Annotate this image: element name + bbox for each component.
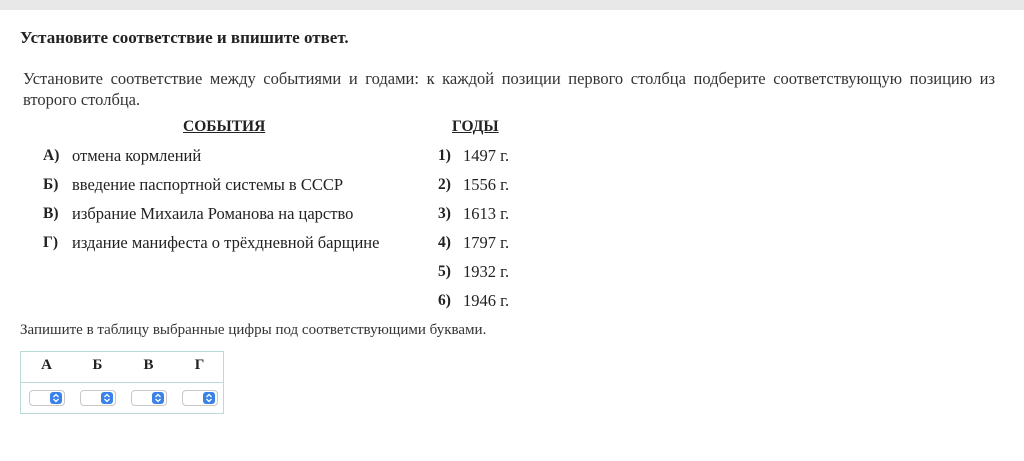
years-column-header: ГОДЫ (452, 118, 499, 135)
event-text: избрание Михаила Романова на царство (72, 204, 354, 223)
answer-select-b[interactable] (80, 390, 116, 406)
answer-select-g[interactable] (182, 390, 218, 406)
top-bar (0, 0, 1024, 10)
event-label: Г) (43, 234, 59, 251)
year-text: 1613 г. (463, 204, 510, 223)
event-label: В) (43, 205, 59, 222)
year-label: 6) (438, 292, 451, 309)
year-text: 1556 г. (463, 175, 510, 194)
year-label: 3) (438, 205, 451, 222)
year-label: 2) (438, 176, 451, 193)
answer-header-a: А (41, 357, 52, 373)
chevron-updown-icon (50, 392, 62, 404)
event-text: отмена кормлений (72, 146, 202, 165)
year-text: 1946 г. (463, 291, 510, 310)
answer-table-header (21, 352, 223, 383)
answer-table (20, 351, 224, 414)
answer-header-b: Б (92, 357, 103, 373)
chevron-updown-icon (203, 392, 215, 404)
year-label: 5) (438, 263, 451, 280)
answer-select-a[interactable] (29, 390, 65, 406)
year-label: 4) (438, 234, 451, 251)
event-text: издание манифеста о трёхдневной барщине (72, 233, 380, 252)
chevron-updown-icon (101, 392, 113, 404)
task-title: Установите соответствие и впишите ответ. (20, 28, 349, 47)
year-text: 1497 г. (463, 146, 510, 165)
answer-header-g: Г (194, 357, 205, 373)
year-text: 1797 г. (463, 233, 510, 252)
answer-instruction: Запишите в таблицу выбранные цифры под соответствующими буквами. (20, 322, 487, 338)
task-instruction: Установите соответствие между событиями и годами: к каждой позиции первого столбца подберите соответствующую позицию из второго столбца. (23, 69, 995, 109)
event-label: Б) (43, 176, 59, 193)
answer-header-v: В (143, 357, 154, 373)
chevron-updown-icon (152, 392, 164, 404)
event-label: А) (43, 147, 60, 164)
year-label: 1) (438, 147, 451, 164)
events-column-header: СОБЫТИЯ (183, 118, 266, 135)
year-text: 1932 г. (463, 262, 510, 281)
answer-select-v[interactable] (131, 390, 167, 406)
event-text: введение паспортной системы в СССР (72, 175, 344, 194)
